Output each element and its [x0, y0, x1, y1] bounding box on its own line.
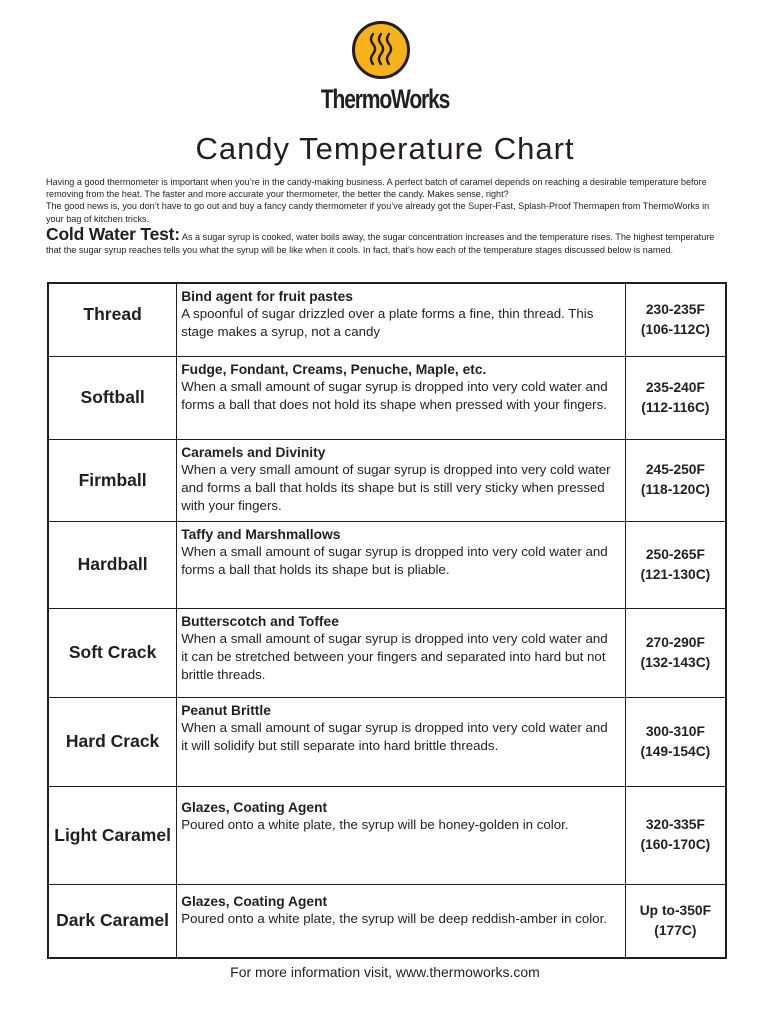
cold-water-test [46, 224, 728, 256]
stage-text: When a very small amount of sugar syrup is dropped into very cold water and forms a ball that holds its shape but is still very sticky when pressed with your fingers. [181, 461, 611, 513]
temp-fahrenheit: 230-235F [645, 301, 705, 317]
stage-text: When a small amount of sugar syrup is dropped into very cold water and forms a ball that holds its shape but is pliable. [181, 543, 608, 577]
temp-fahrenheit: 270-290F [645, 634, 705, 650]
temp-celsius: (118-120C) [640, 482, 710, 497]
stage-temperature [625, 884, 726, 958]
stage-uses: Caramels and Divinity [181, 444, 326, 460]
table-row [48, 356, 726, 439]
temp-fahrenheit: 300-310F [645, 723, 705, 739]
temp-fahrenheit: Up to-350F [639, 902, 712, 918]
stage-name: Hardball [48, 521, 177, 608]
temp-celsius: (132-143C) [640, 654, 711, 670]
stage-text: When a small amount of sugar syrup is dropped into very cold water and it can be stretched between your fingers and separated into hard but not brittle threads. [181, 630, 608, 682]
stage-temperature [625, 697, 726, 786]
stage-uses: Glazes, Coating Agent [181, 893, 328, 909]
stage-temperature [625, 356, 726, 439]
stage-uses: Peanut Brittle [181, 702, 271, 718]
stage-text: When a small amount of sugar syrup is dropped into very cold water and forms a ball that does not hold its shape when pressed with your fingers. [181, 378, 608, 412]
table-row [48, 786, 726, 884]
stage-description [177, 356, 626, 439]
temp-celsius: (112-116C) [641, 399, 710, 415]
brand-logo-text: ThermoWorks [320, 84, 450, 114]
table-row [48, 439, 726, 521]
temp-celsius: (160-170C) [640, 837, 711, 852]
stage-temperature [625, 521, 726, 608]
stage-description [177, 786, 626, 884]
cold-water-test-heading: Cold Water Test: [46, 224, 180, 244]
stage-name: Thread [48, 283, 177, 356]
candy-temperature-table [47, 282, 727, 959]
stage-temperature [625, 608, 726, 697]
table-row [48, 608, 726, 697]
page-title: Candy Temperature Chart [195, 131, 575, 166]
temp-celsius: (106-112C) [640, 321, 710, 337]
stage-name: Softball [48, 356, 177, 439]
stage-uses: Butterscotch and Toffee [181, 613, 339, 629]
stage-text: Poured onto a white plate, the syrup will be honey-golden in color. [181, 816, 569, 832]
stage-name: Soft Crack [48, 608, 177, 697]
stage-description [177, 439, 626, 521]
stage-name: Hard Crack [48, 697, 177, 786]
stage-description [177, 697, 626, 786]
stage-name: Light Caramel [48, 786, 177, 884]
table-row [48, 884, 726, 958]
table-row [48, 521, 726, 608]
stage-temperature [625, 283, 726, 356]
cold-water-test-text: As a sugar syrup is cooked, water boils away, the sugar concentration increases and the temperature rises. The highest temperature that the sugar syrup reaches tells you what the syrup will be like when it cools. In fact, that’s how each of the temperature stages discussed below is named. [46, 232, 715, 255]
stage-description [177, 608, 626, 697]
stage-uses: Glazes, Coating Agent [181, 799, 328, 815]
stage-description [177, 283, 626, 356]
stage-uses: Taffy and Marshmallows [181, 526, 341, 542]
stage-temperature [625, 786, 726, 884]
temp-fahrenheit: 245-250F [645, 462, 705, 477]
temp-celsius: (149-154C) [640, 743, 711, 759]
stage-temperature [625, 439, 726, 521]
intro-text [46, 176, 726, 225]
stage-description [177, 884, 626, 958]
table-row [48, 283, 726, 356]
stage-description [177, 521, 626, 608]
stage-uses: Bind agent for fruit pastes [181, 289, 353, 304]
temp-fahrenheit: 235-240F [645, 379, 705, 395]
temp-fahrenheit: 250-265F [645, 546, 705, 562]
temp-celsius: (177C) [654, 922, 697, 938]
steam-waves-icon [352, 21, 410, 79]
stage-name: Dark Caramel [48, 884, 177, 958]
stage-uses: Fudge, Fondant, Creams, Penuche, Maple, etc. [181, 361, 487, 377]
stage-name: Firmball [48, 439, 177, 521]
stage-text: Poured onto a white plate, the syrup will be deep reddish-amber in color. [181, 910, 607, 926]
stage-text: A spoonful of sugar drizzled over a plate forms a fine, thin thread. This stage makes a syrup, not a candy [181, 306, 594, 339]
temp-celsius: (121-130C) [640, 566, 711, 582]
intro-paragraph: The good news is, you don’t have to go out and buy a fancy candy thermometer if you’ve already got the Super-Fast, Splash-Proof Thermapen from ThermoWorks in your bag of kitchen tricks. [46, 201, 710, 224]
intro-paragraph: Having a good thermometer is important when you’re in the candy-making business. A perfect batch of caramel depends on reaching a desirable temperature before removing from the heat. The faster and more accurate your thermometer, the better the candy. Makes sense, right? [46, 177, 707, 200]
stage-text: When a small amount of sugar syrup is dropped into very cold water and it will solidify but still separate into hard brittle threads. [181, 719, 608, 753]
footer-link-text: For more information visit, www.thermoworks.com [230, 964, 540, 980]
temp-fahrenheit: 320-335F [645, 817, 705, 832]
table-row [48, 697, 726, 786]
